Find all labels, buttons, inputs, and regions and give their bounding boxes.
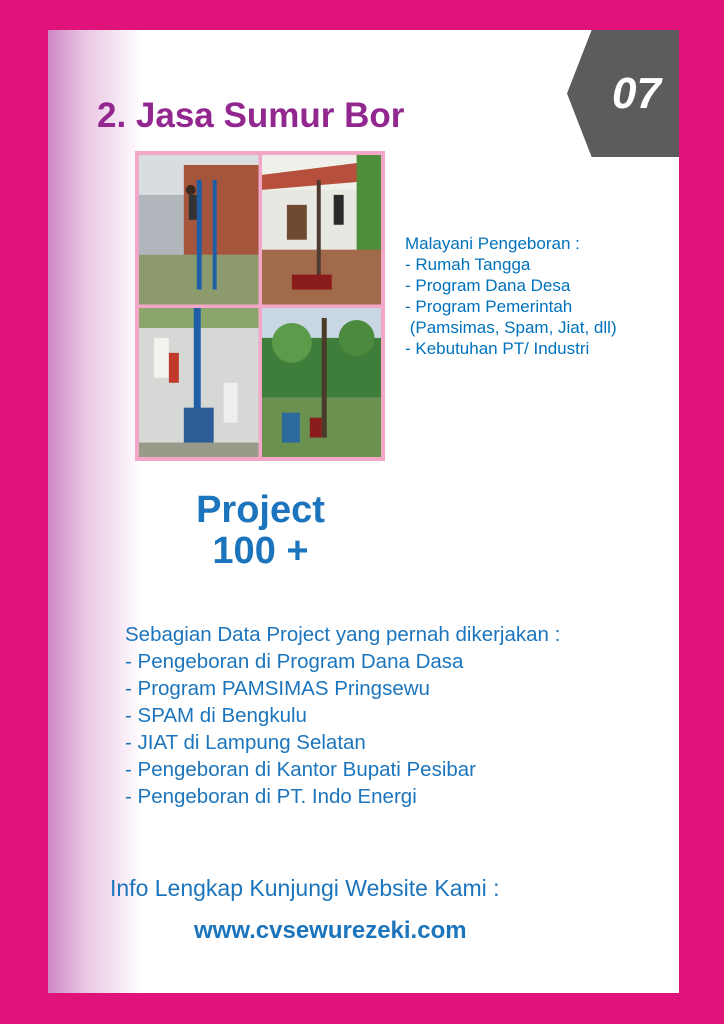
list-item: - SPAM di Bengkulu — [125, 704, 307, 728]
list-item: - JIAT di Lampung Selatan — [125, 731, 366, 755]
list-item: - Program PAMSIMAS Pringsewu — [125, 677, 430, 701]
service-list — [405, 233, 617, 359]
list-item: - Pengeboran di PT. Indo Energi — [125, 785, 417, 809]
info-text: Info Lengkap Kunjungi Website Kami : — [110, 875, 500, 901]
page-number: 07 — [612, 69, 661, 118]
project-list-heading: Sebagian Data Project yang pernah dikerjakan : — [125, 623, 561, 646]
list-item: - Pengeboran di Program Dana Dasa — [125, 650, 464, 674]
drilling-site-photo-4 — [262, 308, 382, 458]
list-item: - Rumah Tangga — [405, 255, 531, 275]
website-link[interactable]: www.cvsewurezeki.com — [194, 917, 467, 944]
list-item: - Program Dana Desa — [405, 276, 571, 296]
list-item: - Kebutuhan PT/ Industri — [405, 339, 590, 359]
project-count: 100 + — [212, 530, 309, 573]
drilling-site-photo-3 — [139, 308, 259, 458]
drilling-site-photo-1 — [139, 155, 259, 305]
project-list — [125, 621, 560, 810]
photo-collage — [135, 151, 385, 461]
service-list-heading: Malayani Pengeboran : — [405, 234, 580, 253]
list-item: - Program Pemerintah — [405, 297, 573, 317]
drilling-site-photo-2 — [262, 155, 382, 305]
project-label: Project — [196, 489, 325, 531]
list-item: - Pengeboran di Kantor Bupati Pesibar — [125, 758, 477, 782]
list-item: (Pamsimas, Spam, Jiat, dll) — [405, 318, 617, 338]
section-title: 2. Jasa Sumur Bor — [97, 96, 405, 135]
project-count-block — [138, 490, 383, 572]
brochure-page — [48, 30, 679, 993]
